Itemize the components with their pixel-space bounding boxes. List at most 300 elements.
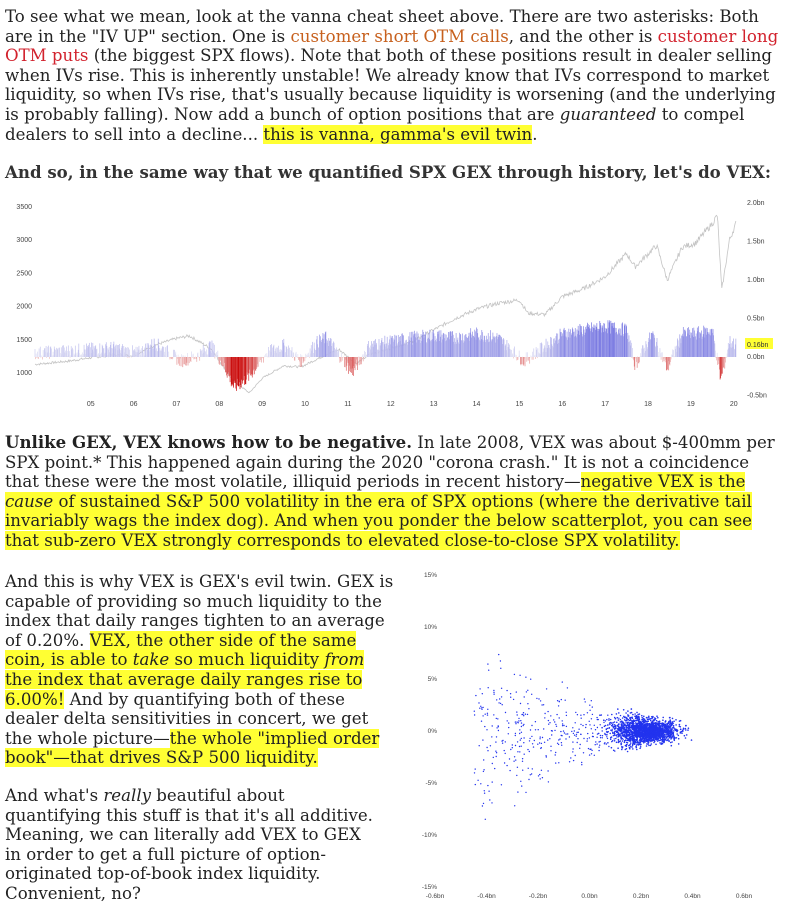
scatter-point — [547, 711, 548, 712]
scatter-point — [574, 730, 575, 731]
scatter-point — [636, 738, 638, 740]
scatter-point — [653, 736, 655, 738]
vex-cause-highlight-2: of sustained S&P 500 volatility in the era of SPX options (where the derivative tail invariably wags the index dog). And when you ponder the below scatterplot, you can see that sub-zero VEX strongly corresponds to elevated close-to-close SPX volatility. — [5, 491, 753, 550]
scatter-point — [606, 719, 607, 720]
scatter-point — [535, 721, 536, 722]
scatter-point — [658, 723, 660, 725]
scatter-point — [663, 733, 665, 735]
scatter-point — [518, 720, 519, 721]
intro-end: . — [532, 124, 538, 144]
scatter-point — [631, 736, 633, 738]
scatter-point — [481, 709, 482, 710]
scatter-point — [625, 739, 627, 741]
scatter-point — [635, 726, 637, 728]
scatter-point — [581, 762, 582, 763]
scatter-point — [614, 724, 616, 726]
scatter-point — [513, 761, 514, 762]
scatter-point — [646, 732, 648, 734]
scatter-point — [529, 738, 530, 739]
scatter-point — [614, 721, 616, 723]
scatter-point — [628, 719, 630, 721]
scatter-point — [581, 718, 582, 719]
scatter-point — [597, 733, 598, 734]
scatter-point — [588, 748, 589, 749]
scatter-point — [528, 768, 529, 769]
scatter-point — [630, 740, 632, 742]
scatter-point — [596, 737, 597, 738]
scatter-point — [643, 720, 645, 722]
vanna-highlight: this is vanna, gamma's evil twin — [263, 124, 533, 144]
scatter-point — [629, 744, 631, 746]
scatter-point — [633, 723, 635, 725]
scatter-point — [615, 735, 617, 737]
scatter-point — [602, 730, 603, 731]
scatter-point — [651, 731, 653, 733]
spx-price-line — [35, 215, 736, 392]
scatter-point — [654, 728, 656, 730]
scatter-point — [641, 719, 643, 721]
scatter-point — [518, 718, 519, 719]
scatter-point — [639, 733, 641, 735]
scatter-point — [555, 752, 556, 753]
scatter-point — [669, 724, 671, 726]
scatter-point — [612, 729, 613, 730]
scatter-point — [625, 717, 626, 718]
left-tick-label: 3000 — [16, 237, 32, 245]
scatter-point — [631, 708, 633, 710]
scatter-point — [590, 749, 591, 750]
scatter-point — [620, 740, 622, 742]
scatter-point — [631, 720, 633, 722]
scatter-point — [561, 745, 562, 746]
scatter-point — [512, 744, 513, 745]
scatter-point — [556, 714, 557, 715]
scatter-point — [614, 733, 615, 734]
scatter-point — [552, 730, 553, 731]
scatter-point — [523, 742, 524, 743]
scatter-point — [647, 725, 649, 727]
scatter-point — [569, 736, 570, 737]
scatter-point — [493, 757, 494, 758]
scatter-point — [627, 740, 629, 742]
from-text: from — [324, 650, 365, 670]
additive-text-2: beautiful about quantifying this stuff is that it's all additive. Meaning, we can literally add VEX to GEX in order to get a full picture of option-originated top-of-book index liquidity. Convenient, no? — [5, 786, 373, 903]
scatter-point — [616, 736, 617, 737]
x-tick-label: 20 — [729, 401, 738, 408]
scatter-point — [486, 747, 487, 748]
scatter-point — [576, 734, 577, 735]
scatter-point — [659, 732, 661, 734]
scatter-point — [591, 728, 592, 729]
scatter-point — [645, 721, 647, 723]
scatter-point — [531, 773, 532, 774]
scatter-point — [525, 677, 526, 678]
scatter-point — [617, 717, 619, 719]
scatter-point — [592, 733, 593, 734]
scatter-point — [559, 717, 560, 718]
vex-negative-text: In late 2008, VEX was about $-400mm per SPX point.* This happened again during the 2020 "corona crash." It is not a coincidence that these were the most volatile, illiquid periods in recent history— — [5, 433, 775, 492]
scatter-point — [616, 713, 618, 715]
scatter-point — [574, 735, 575, 736]
scatter-point — [660, 738, 662, 740]
scatter-point — [640, 723, 642, 725]
scatter-point — [655, 744, 657, 746]
scatter-point — [670, 729, 672, 731]
scatter-point — [475, 695, 476, 696]
scatter-point — [655, 731, 657, 733]
x-tick-label: 05 — [86, 401, 95, 408]
scatter-point — [636, 712, 638, 714]
left-tick-label: 2000 — [16, 303, 32, 311]
left-tick-label: 2500 — [16, 270, 32, 278]
evil-twin-paragraph — [5, 572, 395, 768]
scatter-point — [619, 736, 620, 737]
scatter-point — [514, 756, 515, 757]
scatter-point — [650, 729, 652, 731]
scatter-point — [649, 727, 651, 729]
left-tick-label: 1000 — [16, 370, 32, 377]
current-value-label: 0.16bn — [747, 342, 769, 349]
scatter-point — [624, 736, 625, 737]
scatter-point — [492, 763, 493, 764]
scatter-point — [515, 721, 516, 722]
scatter-point — [620, 737, 621, 738]
scatter-point — [578, 729, 579, 730]
scatter-point — [575, 722, 576, 723]
scatter-point — [518, 722, 519, 723]
scatter-point — [555, 762, 556, 763]
right-tick-label: -0.5bn — [747, 392, 767, 400]
scatter-point — [663, 731, 665, 733]
scatter-point — [527, 714, 528, 715]
scatter-point — [655, 734, 657, 736]
scatter-point — [646, 743, 648, 745]
scatter-point — [582, 725, 583, 726]
scatter-point — [626, 745, 628, 747]
x-tick-label: 12 — [386, 401, 395, 408]
scatter-point — [672, 722, 674, 724]
scatter-point — [482, 805, 483, 806]
scatter-point — [653, 728, 655, 730]
scatter-point — [540, 778, 541, 779]
scatter-point — [514, 805, 515, 806]
scatter-point — [486, 729, 487, 730]
scatter-point — [491, 802, 492, 803]
scatter-point — [550, 715, 551, 716]
scatter-point — [520, 781, 521, 782]
scatter-point — [631, 722, 633, 724]
scatter-point — [531, 736, 532, 737]
scatter-point — [643, 726, 645, 728]
scatter-point — [664, 721, 666, 723]
scatter-point — [659, 742, 661, 744]
scatter-point — [634, 725, 636, 727]
scatter-point — [520, 739, 521, 740]
scatter-y-tick-label: -15% — [421, 884, 437, 891]
scatter-point — [620, 730, 621, 731]
scatter-point — [646, 737, 648, 739]
scatter-point — [602, 735, 603, 736]
scatter-point — [478, 702, 479, 703]
scatter-point — [633, 729, 635, 731]
scatter-point — [604, 743, 605, 744]
scatter-point — [614, 740, 616, 742]
right-tick-label: 0.0bn — [747, 354, 765, 361]
x-tick-label: 15 — [515, 401, 524, 408]
scatter-point — [480, 783, 481, 784]
scatter-point — [641, 733, 643, 735]
scatter-point — [659, 729, 661, 731]
scatter-point — [639, 725, 641, 727]
cause-text: cause — [5, 491, 54, 511]
scatter-point — [555, 724, 556, 725]
scatter-point — [661, 730, 663, 732]
scatter-point — [558, 705, 559, 706]
scatter-point — [647, 723, 649, 725]
scatter-point — [610, 730, 611, 731]
scatter-point — [646, 745, 648, 747]
additive-text-1: And what's — [5, 786, 104, 805]
scatter-point — [587, 738, 588, 739]
scatter-point — [675, 724, 677, 726]
scatter-point — [668, 727, 670, 729]
scatter-point — [620, 715, 621, 716]
scatter-x-tick-label: -0.6bn — [425, 893, 445, 900]
scatter-point — [562, 723, 563, 724]
scatter-point — [647, 734, 649, 736]
scatter-point — [603, 719, 605, 721]
scatter-point — [517, 751, 518, 752]
scatter-point — [611, 725, 612, 726]
scatter-point — [573, 760, 574, 761]
scatter-point — [621, 742, 623, 744]
scatter-point — [632, 748, 634, 750]
scatter-point — [618, 719, 620, 721]
scatter-point — [654, 719, 656, 721]
scatter-point — [663, 742, 665, 744]
scatter-point — [481, 721, 482, 722]
x-tick-label: 08 — [215, 401, 224, 408]
scatter-point — [537, 744, 538, 745]
scatter-point — [587, 712, 588, 713]
scatter-point — [635, 731, 637, 733]
scatter-point — [627, 710, 629, 712]
vex-history-chart — [0, 196, 792, 414]
scatter-point — [638, 744, 640, 746]
scatter-point — [585, 727, 586, 728]
scatter-point — [670, 730, 672, 732]
scatter-point — [589, 721, 590, 722]
scatter-point — [595, 741, 596, 742]
scatter-point — [622, 717, 623, 718]
scatter-point — [656, 739, 658, 741]
scatter-point — [629, 737, 631, 739]
scatter-point — [522, 770, 523, 771]
scatter-point — [621, 724, 622, 725]
scatter-point — [517, 791, 518, 792]
scatter-point — [606, 729, 607, 730]
scatter-point — [566, 726, 567, 727]
scatter-point — [656, 737, 658, 739]
scatter-point — [615, 728, 616, 729]
scatter-point — [530, 774, 531, 775]
scatter-point — [546, 756, 547, 757]
scatter-point — [629, 717, 631, 719]
scatter-point — [501, 784, 502, 785]
scatter-point — [580, 744, 581, 745]
scatter-point — [621, 721, 623, 723]
scatter-point — [610, 738, 612, 740]
scatter-point — [650, 724, 652, 726]
scatter-point — [638, 720, 640, 722]
scatter-point — [501, 688, 502, 689]
scatter-point — [553, 719, 554, 720]
scatter-point — [648, 742, 650, 744]
scatter-point — [656, 715, 658, 717]
scatter-point — [516, 691, 517, 692]
scatter-point — [647, 739, 649, 741]
scatter-point — [641, 715, 643, 717]
scatter-x-tick-label: 0.4bn — [684, 893, 701, 900]
scatter-point — [613, 735, 614, 736]
scatter-point — [671, 745, 673, 747]
scatter-point — [482, 715, 483, 716]
scatter-point — [505, 753, 506, 754]
scatter-point — [495, 741, 496, 742]
scatter-point — [646, 717, 648, 719]
scatter-point — [681, 732, 683, 734]
scatter-point — [591, 718, 592, 719]
vex-coin-highlight-1: VEX, the other side of the same coin, is able to — [5, 630, 357, 670]
scatter-point — [569, 761, 570, 762]
scatter-point — [625, 712, 627, 714]
scatter-point — [673, 725, 675, 727]
scatter-point — [637, 714, 639, 716]
scatter-point — [561, 742, 562, 743]
section-heading: And so, in the same way that we quantified SPX GEX through history, let's do VEX: — [5, 162, 772, 182]
scatter-point — [629, 728, 631, 730]
scatter-point — [688, 727, 690, 729]
scatter-point — [577, 742, 578, 743]
scatter-point — [615, 738, 617, 740]
scatter-point — [521, 738, 522, 739]
right-tick-label: 1.0bn — [747, 277, 765, 284]
scatter-point — [673, 727, 675, 729]
scatter-point — [627, 736, 628, 737]
scatter-point — [554, 721, 555, 722]
scatter-point — [673, 730, 675, 732]
scatter-point — [660, 723, 662, 725]
scatter-point — [678, 735, 680, 737]
scatter-point — [626, 720, 628, 722]
scatter-point — [672, 733, 674, 735]
scatter-point — [493, 694, 494, 695]
scatter-point — [492, 781, 493, 782]
scatter-point — [644, 732, 646, 734]
scatter-point — [656, 729, 658, 731]
scatter-point — [487, 663, 488, 664]
scatter-point — [643, 738, 645, 740]
scatter-point — [475, 784, 476, 785]
scatter-point — [679, 724, 681, 726]
scatter-point — [631, 716, 633, 718]
scatter-point — [666, 740, 668, 742]
scatter-point — [678, 738, 680, 740]
scatter-point — [510, 749, 511, 750]
intro-text-1: To see what we mean, look at the vanna cheat sheet above. There are two asterisks: Both are in the "IV UP" section. One is — [5, 7, 759, 46]
scatter-point — [482, 739, 483, 740]
scatter-point — [630, 742, 632, 744]
scatter-point — [618, 736, 620, 738]
scatter-point — [548, 781, 549, 782]
x-tick-label: 10 — [301, 401, 309, 408]
scatter-point — [571, 731, 572, 732]
scatter-point — [573, 733, 574, 734]
scatter-point — [616, 742, 618, 744]
scatter-point — [556, 726, 557, 727]
scatter-point — [627, 727, 628, 728]
scatter-point — [657, 740, 659, 742]
scatter-point — [656, 720, 658, 722]
scatter-point — [668, 729, 670, 731]
scatter-point — [655, 727, 657, 729]
scatter-point — [515, 759, 516, 760]
scatter-point — [544, 713, 545, 714]
right-tick-label: 0.5bn — [747, 315, 765, 323]
scatter-point — [658, 724, 660, 726]
scatter-point — [509, 758, 510, 759]
scatter-point — [576, 736, 577, 737]
scatter-point — [508, 733, 509, 734]
scatter-point — [662, 739, 664, 741]
scatter-point — [683, 728, 685, 730]
scatter-x-tick-label: 0.2bn — [632, 893, 650, 900]
scatter-point — [489, 799, 490, 800]
scatter-point — [685, 737, 687, 739]
scatter-point — [560, 731, 561, 732]
scatter-point — [600, 741, 601, 742]
scatter-point — [496, 756, 497, 757]
scatter-point — [601, 727, 603, 729]
scatter-point — [609, 727, 611, 729]
scatter-point — [532, 768, 533, 769]
scatter-point — [635, 722, 637, 724]
scatter-point — [622, 735, 624, 737]
scatter-point — [626, 725, 628, 727]
scatter-point — [632, 728, 634, 730]
scatter-point — [485, 714, 486, 715]
scatter-point — [474, 711, 475, 712]
scatter-point — [583, 738, 584, 739]
scatter-point — [659, 735, 661, 737]
scatter-point — [521, 746, 522, 747]
scatter-point — [632, 726, 634, 728]
scatter-point — [630, 727, 632, 729]
scatter-point — [624, 734, 626, 736]
scatter-point — [572, 751, 573, 752]
scatter-point — [538, 698, 539, 699]
scatter-point — [643, 718, 645, 720]
scatter-point — [606, 731, 607, 732]
scatter-point — [666, 728, 668, 730]
scatter-point — [626, 748, 628, 750]
scatter-point — [639, 737, 641, 739]
scatter-point — [515, 733, 516, 734]
scatter-point — [622, 739, 623, 740]
scatter-point — [561, 699, 562, 700]
scatter-point — [607, 742, 609, 744]
scatter-point — [616, 732, 618, 734]
